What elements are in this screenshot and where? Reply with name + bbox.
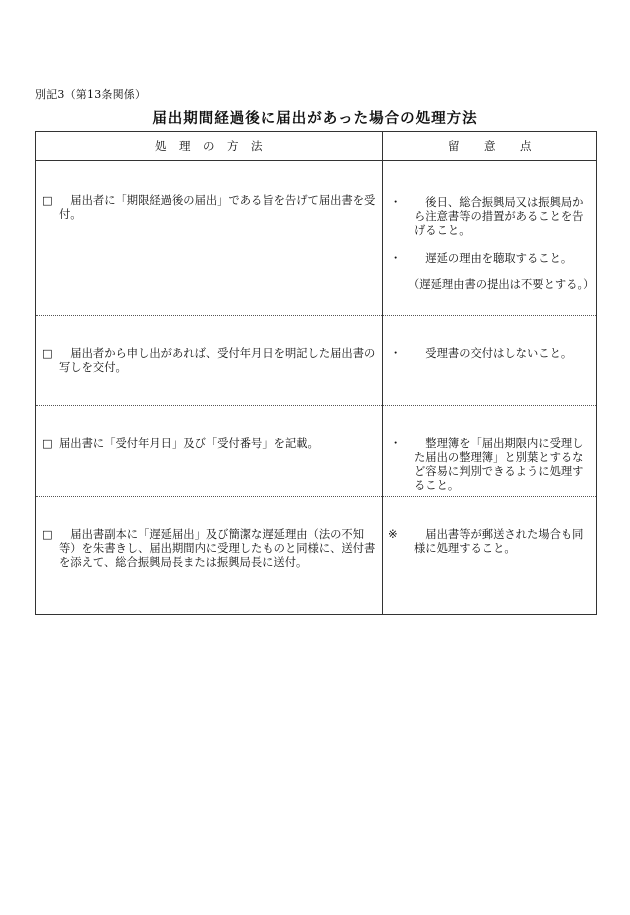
note-aside: （遅延理由書の提出は不要とする。） (408, 278, 595, 291)
checkbox-icon: □ (42, 528, 53, 541)
method-text: 届出者に「期限経過後の届出」である旨を告げて届出書を受付。 (59, 194, 376, 221)
row-divider (36, 496, 596, 497)
bullet-icon: ・ (390, 347, 402, 360)
note-text: 届出書等が郵送された場合も同様に処理すること。 (414, 528, 584, 555)
reference-mark-icon: ※ (388, 528, 398, 541)
note-text: 遅延の理由を聴取すること。 (414, 252, 573, 265)
method-column-header: 処 理 の 方 法 (155, 139, 263, 153)
note-text: 受理書の交付はしないこと。 (414, 347, 573, 360)
document-title: 届出期間経過後に届出があった場合の処理方法 (152, 110, 478, 127)
notes-cell-1 (388, 196, 595, 292)
row-divider (36, 315, 596, 316)
method-text: 届出書副本に「遅延届出」及び簡潔な遅延理由（法の不知等）を朱書きし、届出期間内に受理したものと同様に、送付書を添えて、総合振興局長または振興局長に送付。 (59, 528, 376, 569)
method-cell-4 (42, 528, 376, 570)
checkbox-icon: □ (42, 437, 53, 450)
method-cell-1 (42, 194, 376, 222)
bullet-icon: ・ (390, 252, 402, 265)
header-rule (36, 160, 596, 161)
method-cell-2 (42, 347, 376, 375)
method-text: 届出書に「受付年月日」及び「受付番号」を記載。 (59, 437, 319, 450)
checkbox-icon: □ (42, 194, 53, 207)
method-cell-3 (42, 437, 376, 451)
notes-column-header: 留 意 点 (448, 139, 532, 153)
column-divider (382, 132, 383, 614)
procedure-table (35, 131, 597, 615)
notes-cell-4 (388, 528, 592, 556)
checkbox-icon: □ (42, 347, 53, 360)
method-text: 届出者から申し出があれば、受付年月日を明記した届出書の写しを交付。 (59, 347, 376, 374)
note-item (388, 252, 592, 266)
note-text: 後日、総合振興局又は振興局から注意書等の措置があることを告げること。 (414, 196, 584, 237)
note-text: 整理簿を「届出期限内に受理した届出の整理簿」と別葉とするなど容易に判別できるように処理すること。 (414, 437, 584, 492)
bullet-icon: ・ (390, 196, 402, 209)
annex-label: 別記3（第13条関係） (35, 88, 147, 101)
row-divider (36, 405, 596, 406)
notes-cell-3 (388, 437, 592, 493)
notes-cell-2 (388, 347, 592, 361)
bullet-icon: ・ (390, 437, 402, 450)
